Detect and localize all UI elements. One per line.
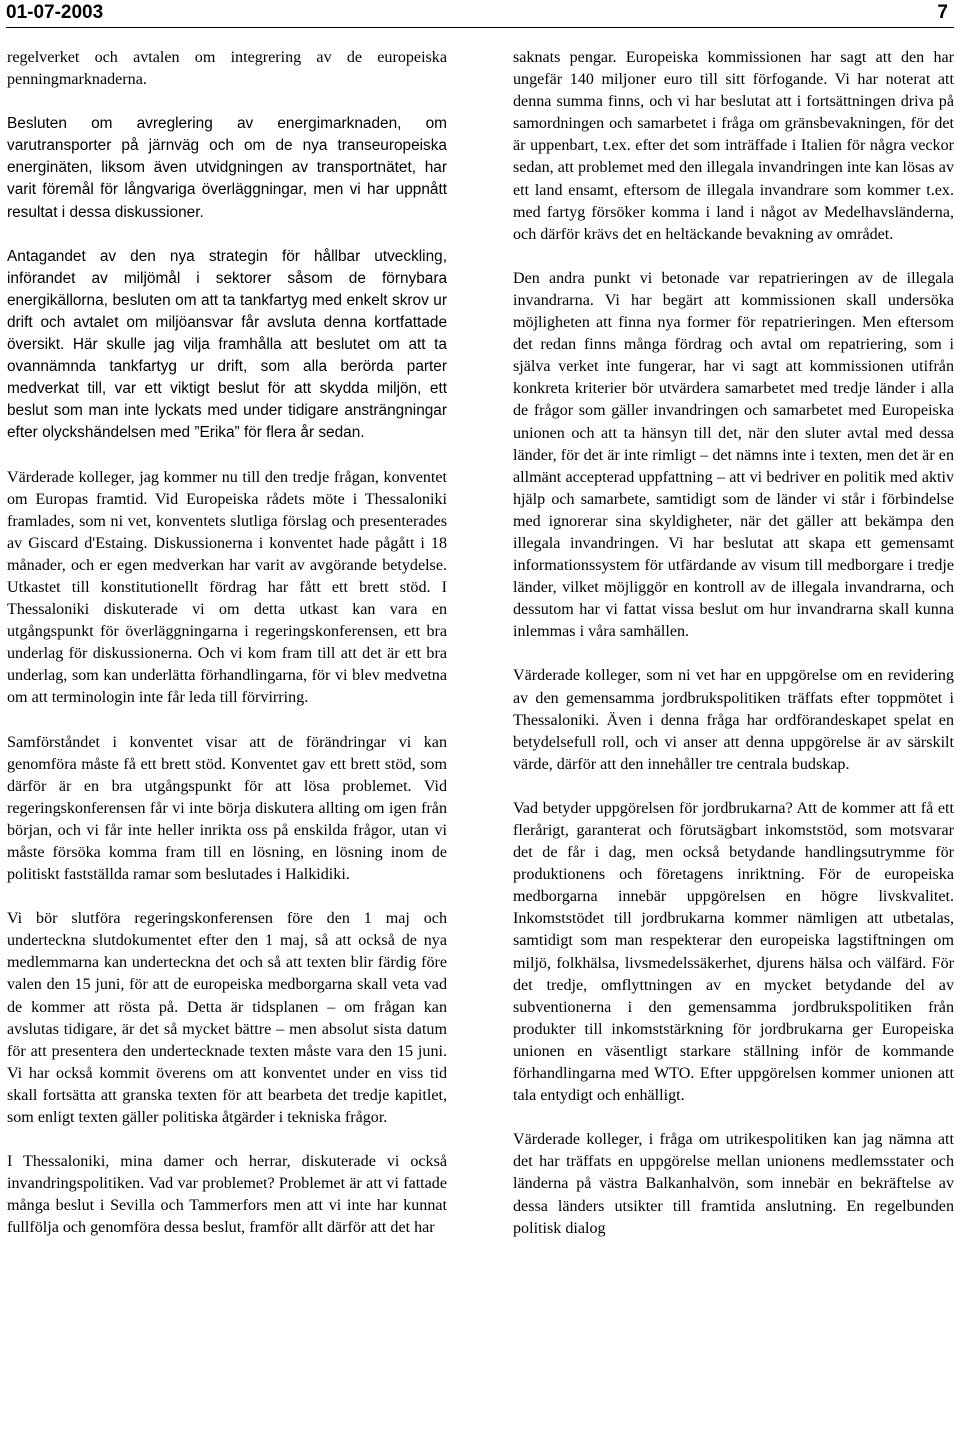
paragraph-left-3: Antagandet av den nya strategin för hållbar utveckling, införandet av miljömål i sektorer såsom de förnybara energikällorna, besluten om att ta tankfartyg med enkelt skrov ur drift och avtalet om miljöansvar får avsluta denna kortfattade översikt. Här skulle jag vilja framhålla att beslutet om att ta ovannämnda tankfartyg ur drift, som alla berörda parter medverkat till, var ett viktigt beslut för att skydda miljön, ett beslut som man inte lyckats med under tidigare ansträngningar efter olyckshändelsen med ”Erika” för flera år sedan. bbox=[7, 247, 447, 442]
paragraph-right-2: Den andra punkt vi betonade var repatrieringen av de illegala invandrarna. Vi har begärt att kommissionen skall undersöka möjligheten att finna nya former för repatrieringen. Men eftersom det redan finns många fördrag och avtal om repatriering, som i själva verket inte fungerar, har vi sagt att kommissionen utifrån konkreta kriterier bör utvärdera samarbetet med tredje länder i alla de frågor som gäller invandringen och samarbetet med Europeiska unionen och att ta hänsyn till det, när den sluter avtal med dessa länder, för det är inte rimligt – det nämns inte i texten, men det är en allmänt accepterad uppfattning – att vi bedriver en politik med aktiv hjälp och samarbete, samtidigt som de länder vi står i förbindelse med ignorerar sina skyldigheter, när det gäller att bekämpa den illegala invandringen. Vi har beslutat att skapa ett gemensamt informationssystem för utfärdande av visum till medborgare i tredje länder, vilket möjliggör en kontroll av de illegala invandrarna, och dessutom har vi fattat vissa beslut om hur invandrarna skall kunna inlemmas i våra samhällen. bbox=[513, 269, 954, 641]
paragraph-left-6: Vi bör slutföra regeringskonferensen före den 1 maj och underteckna slutdokumentet efter den 1 maj, så att också de nya medlemmarna kan underteckna det och så att texten blir färdig före valen den 15 juni, för att de europeiska medborgarna skall veta vad de kommer att rösta på. Detta är tidsplanen – om frågan kan avslutas tidigare, är det så mycket bättre – men absolut sista datum för att presentera den undertecknade texten måste vara den 15 juni. Vi har också kommit överens om att konventet under en viss tid skall fortsätta att granska texten för att bearbeta det tredje kapitlet, som enligt texten gäller politiska åtgärder i tekniska frågor. bbox=[7, 910, 447, 1127]
paragraph-left-4: Värderade kolleger, jag kommer nu till den tredje frågan, konventet om Europas framtid. Vid Europeiska rådets möte i Thessaloniki framlades, som ni vet, konventets slutliga förslag och presenterades av Giscard d'Estaing. Diskussionerna i konventet hade pågått i 18 månader, och er egen medverkan har varit av avgörande betydelse. Utkastet till konstitutionellt fördrag har fått ett brett stöd. I Thessaloniki diskuterade vi om detta utkast kan vara en utgångspunkt för överläggningarna i regeringskonferensen, ett bra underlag för diskussionerna. Och vi kom fram till att det är ett bra underlag, som kan underlätta förhandlingarna, för vi blev medvetna om att terminologin inte får leda till förvirring. bbox=[7, 468, 447, 707]
page-date: 01-07-2003 bbox=[6, 2, 104, 23]
paragraph-right-4: Vad betyder uppgörelsen för jordbrukarna? Att de kommer att få ett flerårigt, garanterat och förutsägbart inkomststöd, som motsvarar det de får i dag, men också betydande handlingsutrymme för produktionens och företagens inriktning. För de europeiska medborgarna innebär uppgörelsen en högre livskvalitet. Inkomststödet till jordbrukarna kommer nämligen att utbetalas, samtidigt som man respekterar den europeiska lagstiftningen om miljö, folkhälsa, livsmedelssäkerhet, djurens hälsa och välfärd. För det tredje, omflyttningen av en mycket betydande del av subventionerna i den gemensamma jordbrukspolitiken från produkter till inkomststärkning för jordbrukarna ger Europeiska unionen en väsentligt starkare ställning inför de kommande förhandlingarna med WTO. Efter uppgörelsen kommer unionen att tala entydigt och enhälligt. bbox=[513, 799, 954, 1105]
paragraph-right-5: Värderade kolleger, i fråga om utrikespolitiken kan jag nämna att det har träffats en uppgörelse mellan unionens medlemsstater och länderna på västra Balkanhalvön, som innebär en bekräftelse av dessa länders utsikter till framtida anslutning. En regelbunden politisk dialog bbox=[513, 1131, 954, 1237]
paragraph-left-1: regelverket och avtalen om integrering av de europeiska penningmarknaderna. bbox=[7, 49, 447, 89]
right-column bbox=[513, 47, 954, 1262]
paragraph-left-5: Samförståndet i konventet visar att de förändringar vi kan genomföra måste få ett brett stöd. Konventet gav ett brett stöd, som därför är en bra utgångspunkt för att lösa problemet. Vid regeringskonferensen får vi inte börja diskutera allting om igen från början, och vi får inte heller inrikta oss på enskilda frågor, utan vi måste försöka komma fram till en lösning, en lösning inom de politiskt fastställda ramar som beslutades i Halkidiki. bbox=[7, 733, 447, 884]
left-column bbox=[7, 47, 447, 1262]
page-number: 7 bbox=[937, 2, 948, 23]
paragraph-right-1: saknats pengar. Europeiska kommissionen har sagt att den har ungefär 140 miljoner euro till sitt förfogande. Vi har noterat att denna summa finns, och vi har beslutat att i fortsättningen driva på samordningen och samarbetet i fråga om gränsbevakningen, för det är uppenbart, t.ex. efter det som inträffade i Italien för några veckor sedan, att problemet med den illegala invandringen inte kan lösas av ett land ensamt, eftersom de illegala invandrare som kommer t.ex. med fartyg försöker komma i land i något av Medelhavsländerna, och därför krävs det en heltäckande bevakning av området. bbox=[513, 49, 954, 243]
page-header bbox=[6, 0, 954, 28]
paragraph-right-3: Värderade kolleger, som ni vet har en uppgörelse om en revidering av den gemensamma jordbrukspolitiken träffats efter toppmötet i Thessaloniki. Även i denna fråga har ordförandeskapet spelat en betydelsefull roll, och vi anser att denna uppgörelse är av särskilt värde, därför att den innehåller tre centrala budskap. bbox=[513, 667, 954, 773]
paragraph-left-2: Besluten om avreglering av energimarknaden, om varutransporter på järnväg och om de nya transeuropeiska energinäten, liksom även utvidgningen av transportnätet, har varit föremål för långvariga överläggningar, men vi har uppnått resultat i dessa diskussioner. bbox=[7, 115, 447, 221]
paragraph-left-7: I Thessaloniki, mina damer och herrar, diskuterade vi också invandringspolitiken. Vad var problemet? Problemet är att vi fattade många beslut i Sevilla och Tammerfors men att vi inte har kunnat fullfölja och genomföra dessa beslut, framför allt därför att det har bbox=[7, 1153, 447, 1237]
